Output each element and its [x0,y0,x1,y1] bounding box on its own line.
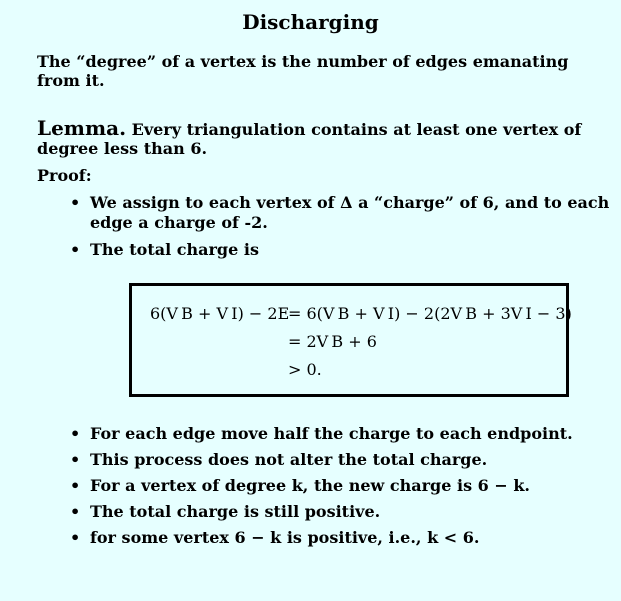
proof-heading: Proof: [37,166,92,185]
lemma-text: Every triangulation contains at least one vertex of degree less than 6. [37,120,582,158]
bullet-icon: • [70,240,81,259]
list-item-text: This process does not alter the total charge. [90,450,488,469]
slide-title: Discharging [242,10,379,34]
list-item [70,424,610,444]
list-item [70,450,610,470]
bullet-icon: • [70,424,81,443]
list-item-text: The total charge is [90,240,259,259]
bullet-icon: • [70,450,81,469]
list-item-text: The total charge is still positive. [90,502,381,521]
total-charge-equation-box [129,283,572,397]
lemma-statement [37,116,609,158]
bullet-icon: • [70,502,81,521]
equation-line-2: = 2V B + 6 [288,332,377,351]
list-item-text: for some vertex 6 − k is positive, i.e., k < 6. [90,528,480,547]
list-item-text: We assign to each vertex of Δ a “charge” of 6, and to each edge a charge of -2. [90,193,610,232]
equation-lhs: 6(V B + V I) − 2E [150,304,290,323]
bullet-icon: • [70,528,81,547]
bullet-icon: • [70,476,81,495]
bullet-icon: • [70,193,81,212]
list-item [70,476,610,496]
equation-line-3: > 0. [288,360,322,379]
lemma-heading: Lemma. [37,116,127,140]
list-item [70,502,610,522]
list-item-text: For a vertex of degree k, the new charge is 6 − k. [90,476,530,495]
list-item [70,528,610,548]
list-item [70,240,610,260]
equation-line-1: = 6(V B + V I) − 2(2V B + 3V I − 3) [288,304,572,323]
discharging-steps-list [70,424,610,554]
degree-definition: The “degree” of a vertex is the number of edges emanating from it. [37,52,569,90]
list-item-text: For each edge move half the charge to each endpoint. [90,424,573,443]
list-item [70,193,610,233]
proof-steps-list [70,193,610,267]
